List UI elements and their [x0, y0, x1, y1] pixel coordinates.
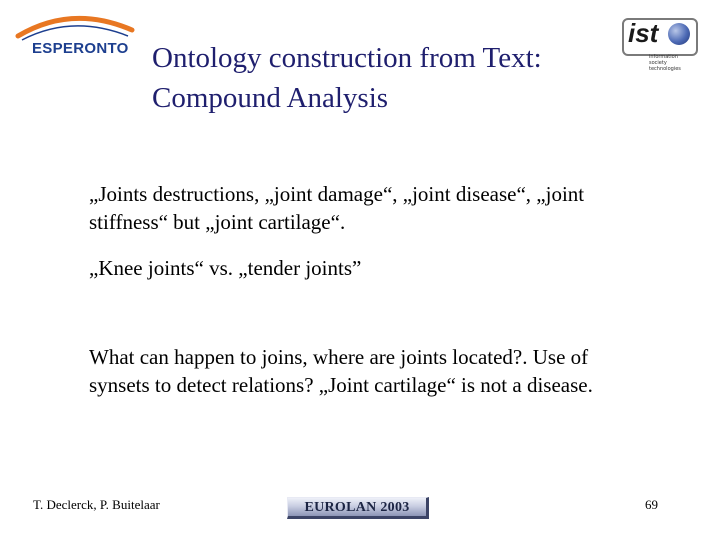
globe-icon: [668, 23, 690, 45]
slide-title: [152, 38, 622, 118]
page-number: 69: [645, 497, 658, 512]
knee-vs-tender-paragraph: „Knee joints“ vs. „tender joints”: [89, 256, 362, 280]
slide-title-line-1: Ontology construction from Text:: [152, 42, 542, 74]
eurolan-badge: [287, 497, 429, 519]
footer-authors: T. Declerck, P. Buitelaar: [33, 497, 160, 512]
eurolan-badge-label: EUROLAN 2003: [304, 500, 410, 515]
questions-paragraph: What can happen to joins, where are joints located?. Use of synsets to detect relations? „Joint cartilage“ is not a disease.: [89, 345, 593, 397]
ist-logo-letters: ist: [628, 18, 659, 48]
joint-compounds-paragraph: „Joints destructions, „joint damage“, „joint disease“, „joint stiffness“ but „joint cartilage“.: [89, 182, 585, 234]
esperonto-logo: [12, 10, 142, 68]
ist-logo-caption: information society technologies: [649, 54, 681, 72]
slide-title-line-2: Compound Analysis: [152, 82, 389, 114]
ist-logo: [622, 16, 700, 74]
esperonto-arc-icon: [12, 10, 142, 68]
esperonto-logo-text: ESPERONTO: [32, 40, 129, 57]
